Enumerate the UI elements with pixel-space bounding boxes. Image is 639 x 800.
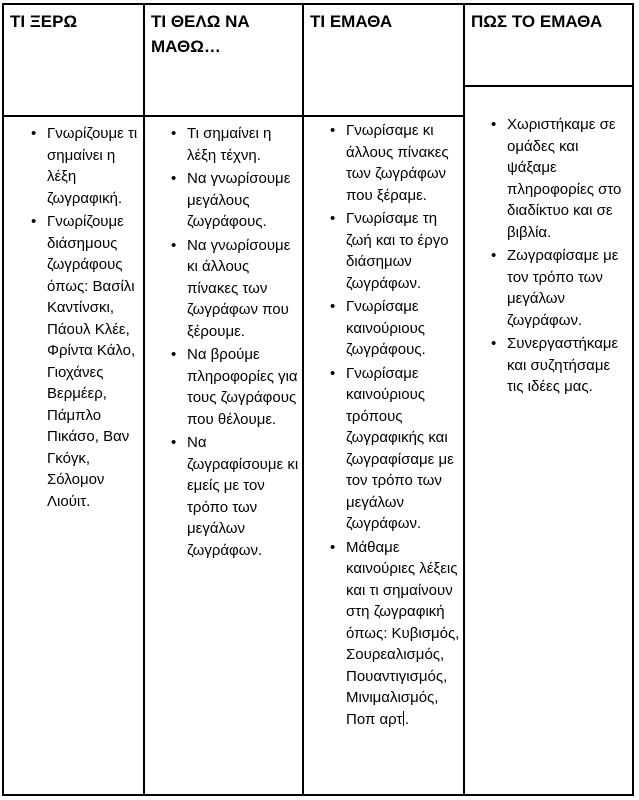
list-item: • Γνωρίσαμε καινούριους τρόπους ζωγραφικής και ζωγραφίσαμε με τον τρόπο των μεγάλων ζωγράφων.	[304, 363, 463, 535]
list-item: • Τι σημαίνει η λέξη τέχνη.	[145, 123, 302, 166]
list-item: • Γνωρίζουμε τι σημαίνει η λέξη ζωγραφική.	[4, 123, 143, 209]
text-cursor-icon	[403, 711, 405, 726]
column-what-i-know	[4, 5, 145, 794]
bullet-list	[304, 120, 463, 730]
cell-how-i-learned-it[interactable]	[465, 87, 632, 794]
column-header-how-i-learned-it[interactable]: ΠΩΣ ΤΟ ΕΜΑΘΑ	[465, 5, 632, 87]
cell-what-i-learned[interactable]	[304, 117, 463, 794]
cell-what-i-want-to-learn[interactable]	[145, 117, 302, 794]
list-item: • Να ζωγραφίσουμε κι εμείς με τον τρόπο των μεγάλων ζωγράφων.	[145, 432, 302, 561]
list-item: • Ζωγραφίσαμε με τον τρόπο των μεγάλων ζωγράφων.	[465, 245, 632, 331]
kwl-table	[2, 3, 634, 796]
list-item: • Χωριστήκαμε σε ομάδες και ψάξαμε πληροφορίες στο διαδίκτυο και σε βιβλία.	[465, 114, 632, 243]
column-what-i-want-to-learn	[145, 5, 304, 794]
column-how-i-learned-it	[465, 5, 632, 794]
column-header-what-i-know[interactable]: ΤΙ ΞΕΡΩ	[4, 5, 143, 117]
list-item: • Μάθαμε καινούριες λέξεις και τι σημαίνουν στη ζωγραφική όπως: Κυβισμός, Σουρεαλισμός, Πουαντιγισμός, Μινιμαλισμός, Ποπ αρτ .	[304, 537, 463, 731]
list-item: • Γνωρίσαμε τη ζωή και το έργο διάσημων ζωγράφων.	[304, 208, 463, 294]
bullet-list	[145, 123, 302, 561]
bullet-list	[465, 114, 632, 398]
cell-what-i-know[interactable]	[4, 117, 143, 794]
list-item: • Να βρούμε πληροφορίες για τους ζωγράφους που θέλουμε.	[145, 344, 302, 430]
list-item: • Γνωρίζουμε διάσημους ζωγράφους όπως: Βασίλι Καντίνσκι, Πάουλ Κλέε, Φρίντα Κάλο, Γιοχάνες Βερμέερ, Πάμπλο Πικάσο, Βαν Γκόγκ, Σόλομον Λιούιτ.	[4, 211, 143, 512]
list-item: • Γνωρίσαμε κι άλλους πίνακες των ζωγράφων που ξέραμε.	[304, 120, 463, 206]
list-item: • Να γνωρίσουμε μεγάλους ζωγράφους.	[145, 168, 302, 233]
column-header-what-i-learned[interactable]: ΤΙ ΕΜΑΘΑ	[304, 5, 463, 117]
list-item: • Γνωρίσαμε καινούριους ζωγράφους.	[304, 296, 463, 361]
list-item: • Συνεργαστήκαμε και συζητήσαμε τις ιδέες μας.	[465, 333, 632, 398]
column-header-what-i-want-to-learn[interactable]: ΤΙ ΘΕΛΩ ΝΑ ΜΑΘΩ…	[145, 5, 302, 117]
column-what-i-learned	[304, 5, 465, 794]
list-item: • Να γνωρίσουμε κι άλλους πίνακες των ζωγράφων που ξέρουμε.	[145, 235, 302, 343]
bullet-list	[4, 123, 143, 512]
